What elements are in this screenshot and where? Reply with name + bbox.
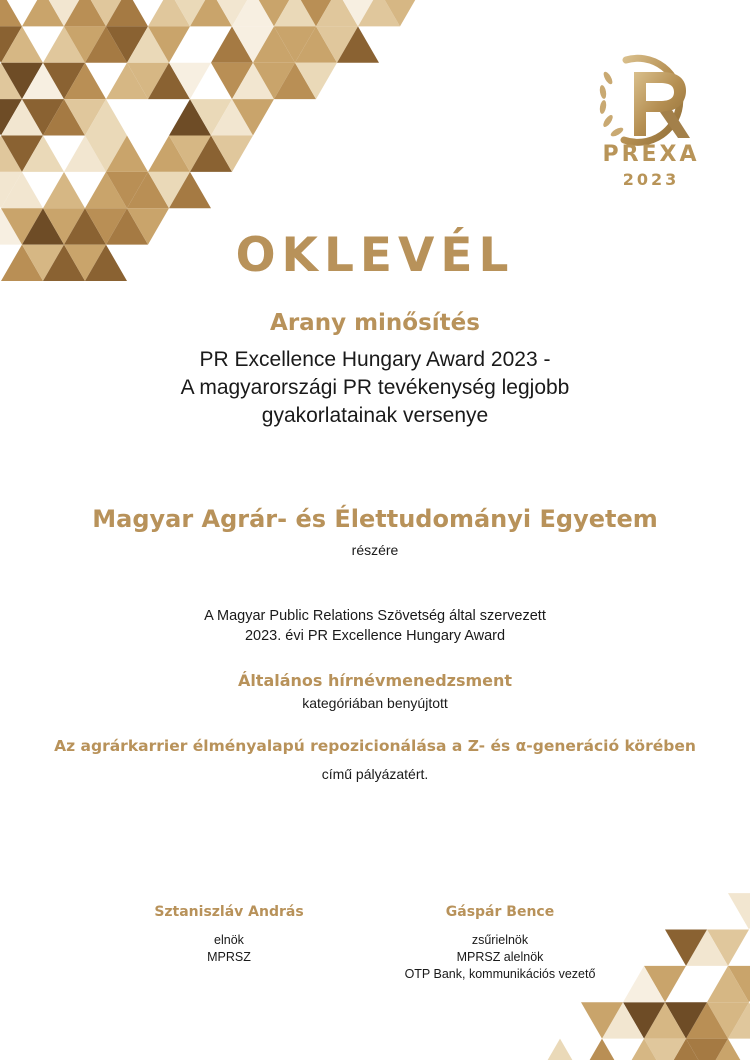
signature-block-president bbox=[129, 904, 329, 966]
logo-name: PREXA bbox=[602, 142, 700, 167]
recipient-for-text: részére bbox=[351, 542, 399, 558]
category-name: Általános hírnévmenedzsment bbox=[237, 671, 513, 690]
signature-block-jury-chair bbox=[380, 904, 620, 983]
signatory-name: Gáspár Bence bbox=[445, 904, 555, 920]
decorative-triangle bbox=[581, 1039, 623, 1060]
award-line: gyakorlatainak versenye bbox=[261, 404, 489, 427]
logo-year: 2023 bbox=[622, 170, 680, 189]
certificate-title: OKLEVÉL bbox=[235, 228, 515, 283]
signatory-role: OTP Bank, kommunikációs vezető bbox=[404, 967, 596, 981]
signatory-role: MPRSZ bbox=[207, 950, 251, 964]
award-line: PR Excellence Hungary Award 2023 - bbox=[199, 348, 551, 371]
recipient-name: Magyar Agrár- és Élettudományi Egyetem bbox=[92, 505, 658, 533]
decorative-triangle bbox=[728, 893, 750, 929]
signatory-role: zsűrielnök bbox=[471, 933, 529, 947]
award-line: A magyarországi PR tevékenység legjobb bbox=[180, 376, 570, 399]
rating-heading: Arany minősítés bbox=[270, 310, 480, 336]
project-title: Az agrárkarrier élményalapú repozicionálása a Z- és α-generáció körében bbox=[54, 737, 696, 755]
decorative-triangle bbox=[539, 1039, 581, 1060]
signatory-name: Sztaniszláv András bbox=[154, 904, 304, 920]
category-subtext: kategóriában benyújtott bbox=[302, 695, 448, 711]
signatory-role: MPRSZ alelnök bbox=[456, 950, 544, 964]
organizer-description bbox=[0, 606, 750, 646]
project-subtext: című pályázatért. bbox=[321, 766, 429, 782]
description-line: 2023. évi PR Excellence Hungary Award bbox=[244, 628, 506, 644]
signatory-role: elnök bbox=[214, 933, 244, 947]
award-description bbox=[0, 346, 750, 430]
decorative-triangle bbox=[43, 172, 85, 208]
description-line: A Magyar Public Relations Szövetség által szervezett bbox=[204, 608, 546, 624]
decorative-triangle bbox=[0, 0, 22, 26]
